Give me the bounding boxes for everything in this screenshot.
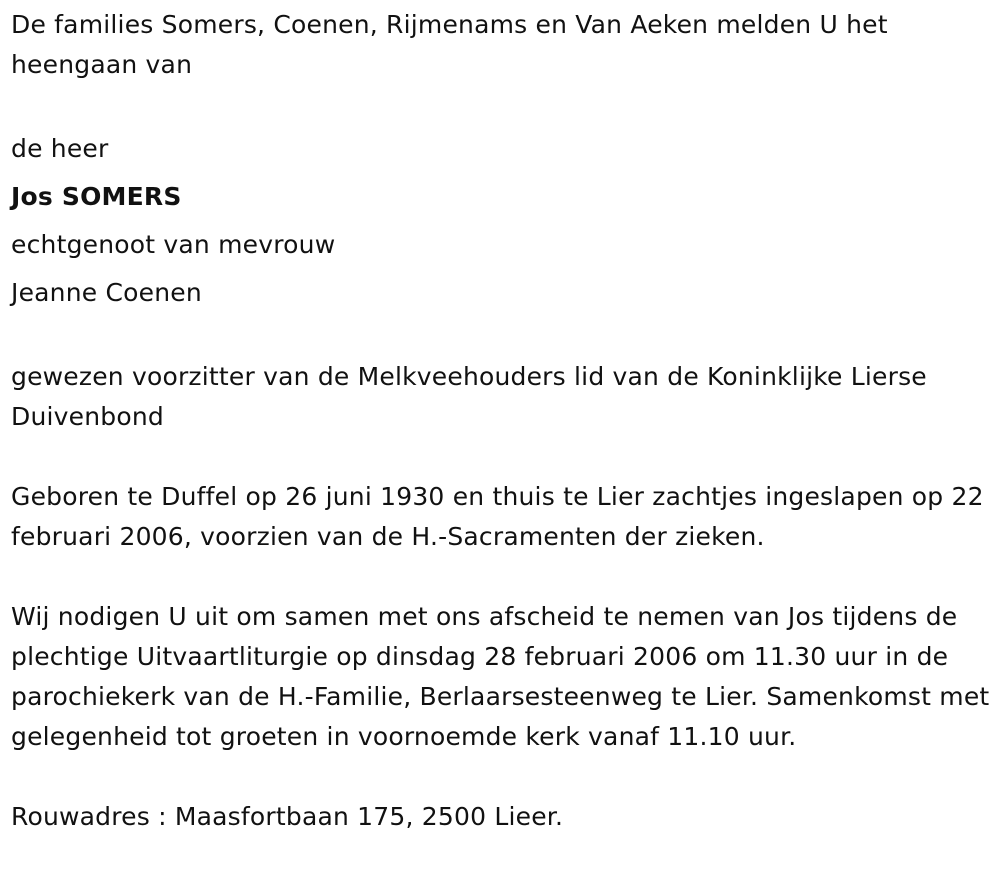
- spouse-name: Jeanne Coenen: [11, 278, 202, 307]
- spacer: [11, 317, 991, 357]
- spacer: [11, 557, 991, 597]
- spacer: [11, 757, 991, 797]
- honorific: de heer: [11, 134, 109, 163]
- birth-death-text: Geboren te Duffel op 26 juni 1930 en thuis te Lier zachtjes ingeslapen op 22 februari 2006, voorzien van de H.-Sacramenten der zieken.: [11, 482, 984, 551]
- death-notice: [11, 0, 991, 837]
- spacer: [11, 85, 991, 125]
- mourning-address: Rouwadres : Maasfortbaan 175, 2500 Lieer.: [11, 802, 564, 831]
- deceased-name: Jos SOMERS: [11, 182, 182, 211]
- spacer: [11, 437, 991, 477]
- spouse-line: echtgenoot van mevrouw: [11, 230, 336, 259]
- invitation-text: Wij nodigen U uit om samen met ons afscheid te nemen van Jos tijdens de plechtige Uitvaartliturgie op dinsdag 28 februari 2006 om 11.30 uur in de parochiekerk van de H.-Familie, Berlaarsesteenweg te Lier. Samenkomst met gelegenheid tot groeten in voornoemde kerk vanaf 11.10 uur.: [11, 602, 990, 751]
- roles-text: gewezen voorzitter van de Melkveehouders lid van de Koninklijke Lierse Duivenbond: [11, 362, 927, 431]
- intro-text: De families Somers, Coenen, Rijmenams en Van Aeken melden U het heengaan van: [11, 10, 888, 79]
